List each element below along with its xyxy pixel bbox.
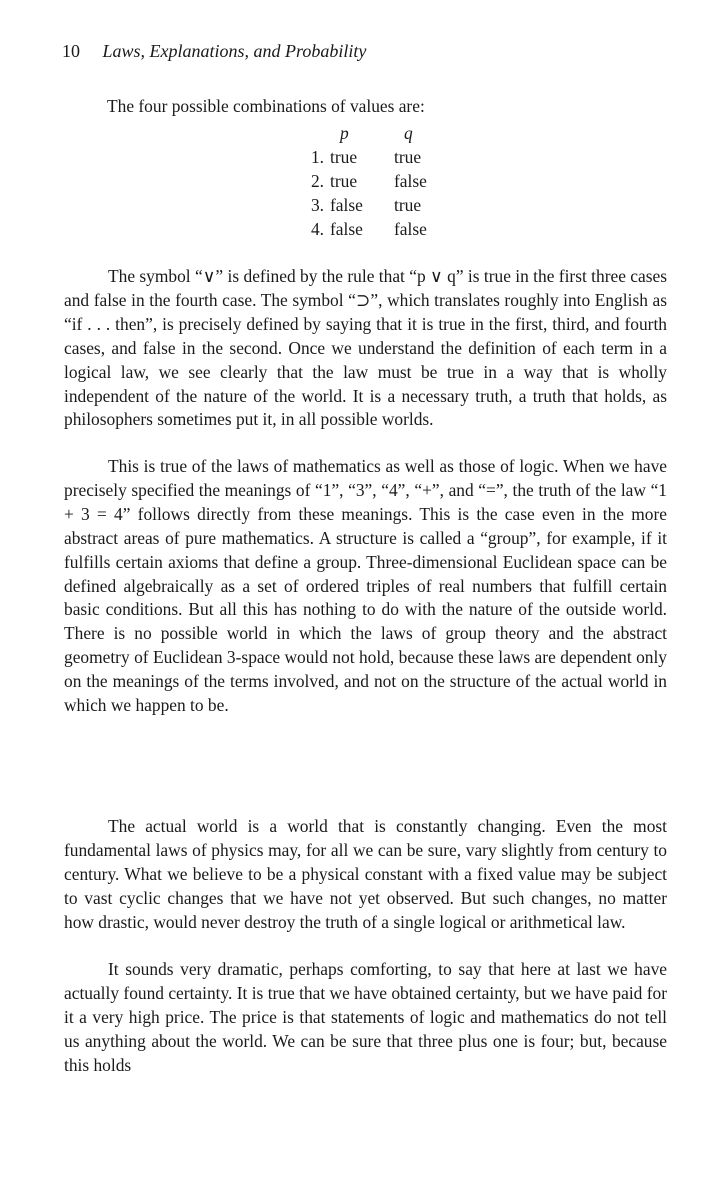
cell-p: true (330, 147, 358, 167)
paragraph-text: The symbol “∨” is defined by the rule that “p ∨ q” is true in the first three cases and false in the fourth case. The symbol “⊃”, which translates roughly into English as “if . . . then”, is precisely defined by saying that it is true in the first, third, and fourth cases, and false in the second. Once we understand the definition of each term in a logical law, we see clearly that the law must be true in a way that is wholly independent of the nature of the world. It is a necessary truth, a truth that holds, as philosophers sometimes put it, in all possible worlds. (64, 266, 667, 430)
row-number: 4. (310, 219, 324, 239)
cell-q: true (394, 147, 422, 167)
cell-q: true (394, 195, 422, 215)
row-number: 1. (310, 147, 324, 167)
cell-p: false (330, 219, 363, 239)
paragraph-actual-world (64, 815, 667, 935)
truth-value-table (298, 121, 454, 241)
table-row (298, 169, 454, 193)
running-header (62, 40, 366, 62)
cell-p: false (330, 195, 363, 215)
row-number: 2. (310, 171, 324, 191)
table-header-row (298, 121, 454, 145)
page-number: 10 (62, 41, 80, 61)
paragraph-text: The actual world is a world that is constantly changing. Even the most fundamental laws of physics may, for all we can be sure, vary slightly from century to century. What we believe to be a physical constant with a fixed value may be subject to vast cyclic changes that we have not yet observed. But such changes, no matter how drastic, would never destroy the truth of a single logical or arithmetical law. (64, 816, 667, 932)
table-row (298, 217, 454, 241)
table-row (298, 145, 454, 169)
intro-sentence: The four possible combinations of values are: (107, 96, 425, 116)
paragraph-text: This is true of the laws of mathematics as well as those of logic. When we have precisely specified the meanings of “1”, “3”, “4”, “+”, and “=”, the truth of the law “1 + 3 = 4” follows directly from these meanings. This is the case even in the more abstract areas of pure mathematics. A structure is called a “group”, for example, if it fulfills certain axioms that define a group. Three-dimensional Euclidean space can be defined algebraically as a set of ordered triples of real numbers that fulfill certain basic conditions. But all this has nothing to do with the nature of the outside world. There is no possible world in which the laws of group theory and the abstract geometry of Euclidean 3-space would not hold, because these laws are dependent only on the meanings of the terms involved, and not on the structure of the actual world in which we happen to be. (64, 456, 667, 716)
table-row (298, 193, 454, 217)
column-header-q: q (404, 123, 413, 143)
cell-p: true (330, 171, 358, 191)
row-number: 3. (310, 195, 324, 215)
paragraph-certainty (64, 958, 667, 1078)
cell-q: false (394, 219, 427, 239)
paragraph-text: It sounds very dramatic, perhaps comforting, to say that here at last we have actually found certainty. It is true that we have obtained certainty, but we have paid for it a very high price. The price is that statements of logic and mathematics do not tell us anything about the world. We can be sure that three plus one is four; but, because this holds (64, 959, 667, 1075)
running-title: Laws, Explanations, and Probability (102, 41, 367, 61)
cell-q: false (394, 171, 427, 191)
column-header-p: p (340, 123, 349, 143)
paragraph-laws-of-mathematics (64, 455, 667, 718)
paragraph-symbol-definitions (64, 265, 667, 432)
